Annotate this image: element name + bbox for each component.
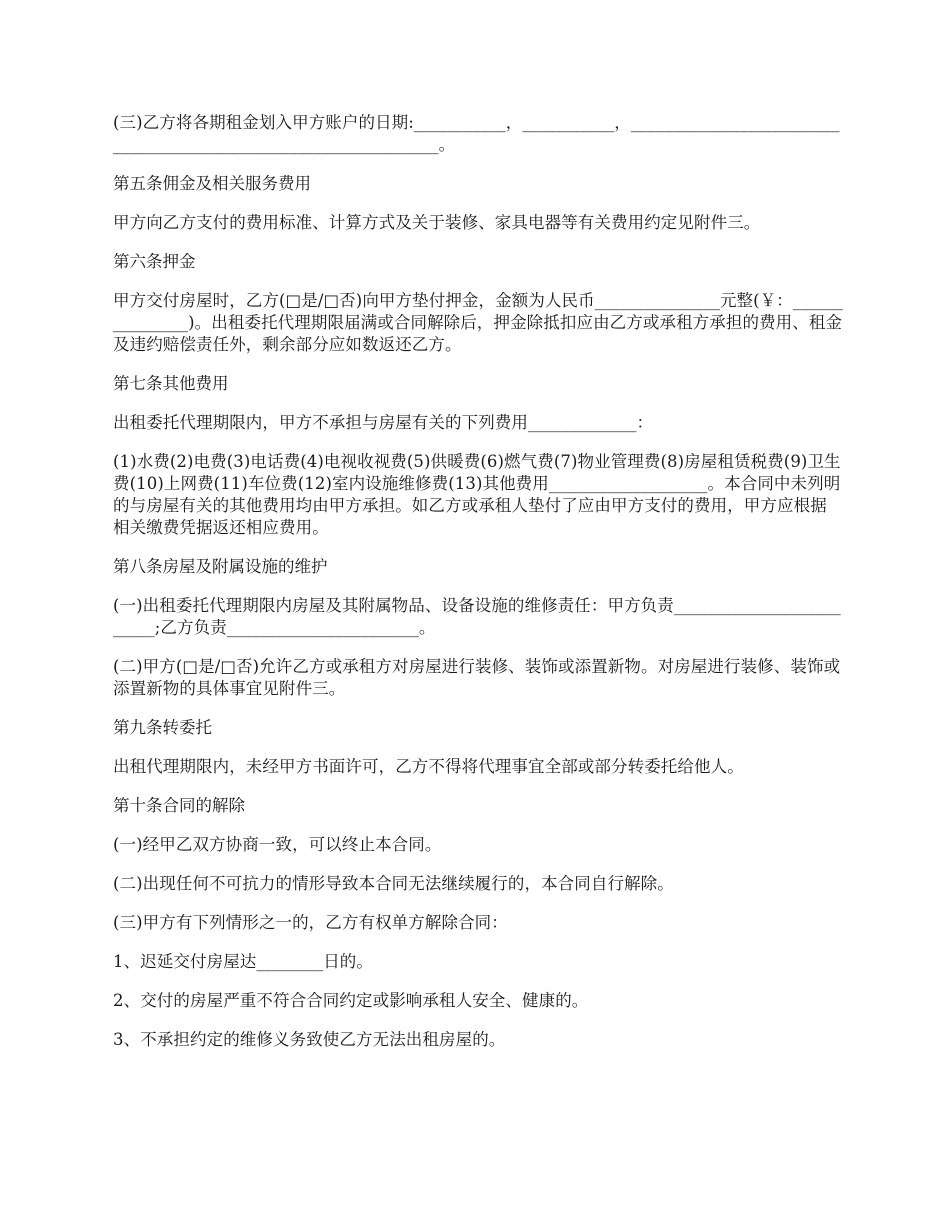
article-10-item-2: 2、交付的房屋严重不符合合同约定或影响承租人安全、健康的。: [113, 991, 589, 1010]
article-9-heading: 第九条转委托: [113, 718, 212, 737]
article-9-body: 出租代理期限内，未经甲方书面许可，乙方不得将代理事宜全部或部分转委托给他人。: [113, 757, 744, 776]
article-10-item-3: 3、不承担约定的维修义务致使乙方无法出租房屋的。: [113, 1030, 506, 1049]
article-10-item-1: 1、迟延交付房屋达________日的。: [113, 952, 373, 971]
article-6-heading: 第六条押金: [113, 252, 196, 271]
article-8-clause-1: (一)出租委托代理期限内房屋及其附属物品、设备设施的维修责任：甲方负责_________________________;乙方负责_______________________。: [113, 596, 841, 637]
article-7-fee-list: (1)水费(2)电费(3)电话费(4)电视收视费(5)供暖费(6)燃气费(7)物业管理费(8)房屋租赁税费(9)卫生费(10)上网费(11)车位费(12)室内设施维修费(13)其他费用___________________。本合同中未列明的与房屋有关的其他费用均由甲方承担。如乙方或承租人垫付了应由甲方支付的费用，甲方应根据相关缴费凭据返还相应费用。: [113, 452, 841, 537]
article-5-heading: 第五条佣金及相关服务费用: [113, 174, 311, 193]
article-8-heading: 第八条房屋及附属设施的维护: [113, 557, 328, 576]
article-10-heading: 第十条合同的解除: [113, 796, 245, 815]
article-10-clause-1: (一)经甲乙双方协商一致，可以终止本合同。: [113, 835, 442, 854]
document-page: [113, 112, 843, 1068]
clause-4-3-payment-dates: (三)乙方将各期租金划入甲方账户的日期:___________，___________，________________________________________________________________。: [113, 113, 840, 154]
article-7-intro: 出租委托代理期限内，甲方不承担与房屋有关的下列费用_____________：: [113, 413, 654, 432]
article-6-body: 甲方交付房屋时，乙方(□是/□否)向甲方垫付押金，金额为人民币_______________元整(￥：_______________)。出租委托代理期限届满或合同解除后，押金除抵扣应由乙方或承租方承担的费用、租金及违约赔偿责任外，剩余部分应如数返还乙方。: [113, 291, 843, 354]
article-10-clause-2: (二)出现任何不可抗力的情形导致本合同无法继续履行的，本合同自行解除。: [113, 874, 674, 893]
article-10-clause-3: (三)甲方有下列情形之一的，乙方有权单方解除合同：: [113, 913, 508, 932]
article-8-clause-2: (二)甲方(□是/□否)允许乙方或承租方对房屋进行装修、装饰或添置新物。对房屋进行装修、装饰或添置新物的具体事宜见附件三。: [113, 657, 841, 698]
article-7-heading: 第七条其他费用: [113, 374, 229, 393]
article-5-body: 甲方向乙方支付的费用标准、计算方式及关于装修、家具电器等有关费用约定见附件三。: [113, 213, 761, 232]
